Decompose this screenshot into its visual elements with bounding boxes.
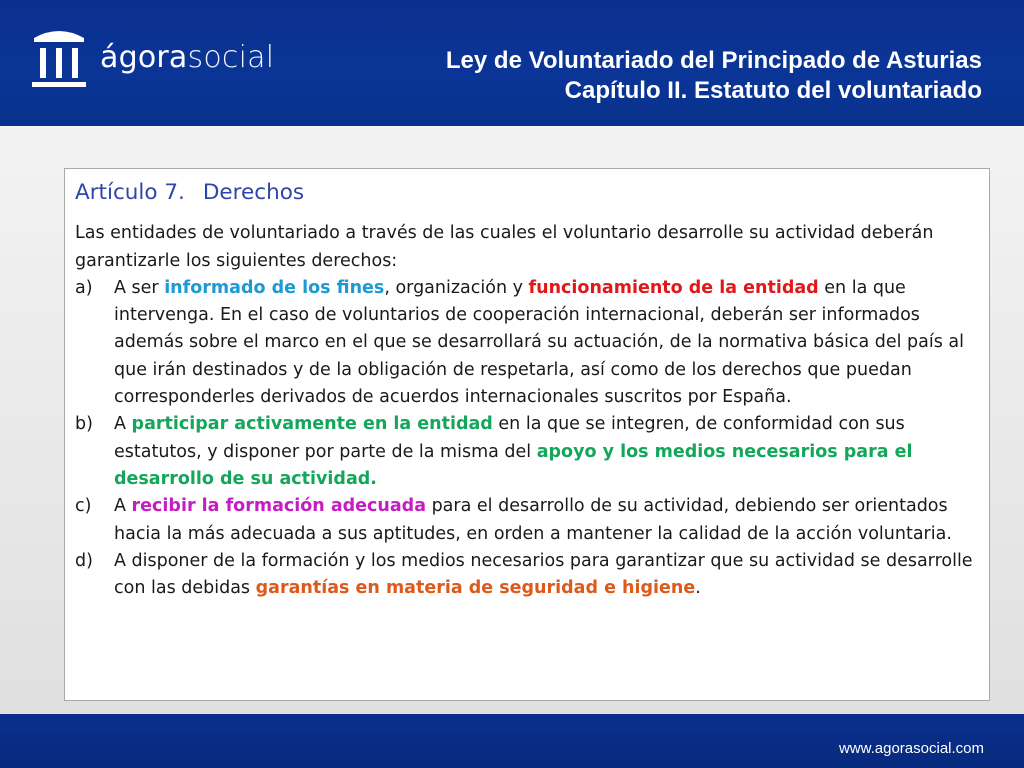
rights-list xyxy=(75,275,977,603)
item-text: A disponer de la formación y los medios necesarios para garantizar que su actividad se desarrolle con las debidas xyxy=(114,550,973,599)
item-text: , organización y xyxy=(384,277,529,298)
article-name: Derechos xyxy=(202,180,305,205)
list-item-a xyxy=(75,275,977,411)
article-heading xyxy=(75,179,977,206)
title-line-law: Ley de Voluntariado del Principado de Asturias xyxy=(445,47,982,74)
item-text: en la que se integren, de conformidad con sus estatutos, y disponer por parte de la misma del xyxy=(114,414,905,462)
item-text: . xyxy=(695,578,701,599)
item-text: A ser xyxy=(114,277,165,298)
list-marker: c) xyxy=(75,496,92,517)
article-panel xyxy=(64,168,990,701)
list-marker: b) xyxy=(75,414,93,435)
agorasocial-logo xyxy=(30,22,274,92)
list-marker: d) xyxy=(75,550,93,571)
brand-name-bold: ágora xyxy=(100,39,188,75)
list-marker: a) xyxy=(75,277,93,298)
footer-bar xyxy=(0,714,1024,768)
highlight-informado: informado de los fines xyxy=(164,277,385,298)
item-text: A xyxy=(114,414,132,435)
highlight-apoyo: apoyo y los medios necesarios para el desarrollo de su actividad. xyxy=(114,441,913,489)
list-item-c xyxy=(75,493,977,548)
item-text: A xyxy=(114,496,132,517)
title-line-chapter: Capítulo II. Estatuto del voluntariado xyxy=(564,77,982,104)
website-link[interactable]: www.agorasocial.com xyxy=(838,740,984,757)
temple-logo-icon xyxy=(30,22,88,92)
highlight-funcionamiento: funcionamiento de la entidad xyxy=(528,277,819,298)
brand-name xyxy=(100,40,274,75)
article-number: Artículo 7. xyxy=(75,180,185,205)
list-item-d xyxy=(75,548,977,603)
brand-name-light: social xyxy=(187,39,275,75)
article-content xyxy=(75,179,977,602)
item-text: para el desarrollo de su actividad, debiendo ser orientados hacia la más adecuada a sus aptitudes, en orden a mantener la calidad de la acción voluntaria. xyxy=(114,496,952,544)
slide-title xyxy=(446,46,982,106)
header-bar xyxy=(0,0,1024,126)
list-item-b xyxy=(75,411,977,493)
article-intro: Las entidades de voluntariado a través de las cuales el voluntario desarrolle su actividad deberán garantizarle los siguientes derechos: xyxy=(75,223,934,271)
highlight-garantias: garantías en materia de seguridad e higiene xyxy=(255,578,696,599)
item-text: en la que intervenga. En el caso de voluntarios de cooperación internacional, deberán ser informados además sobre el marco en el que se desarrollará su actuación, de la normativa básica del país al que irán destinados y de la obligación de respetarla, así como de los derechos que puedan corresponderles derivados de acuerdos internacionales suscritos por España. xyxy=(114,277,965,408)
highlight-formacion: recibir la formación adecuada xyxy=(131,496,427,517)
highlight-participar: participar activamente en la entidad xyxy=(131,414,493,435)
